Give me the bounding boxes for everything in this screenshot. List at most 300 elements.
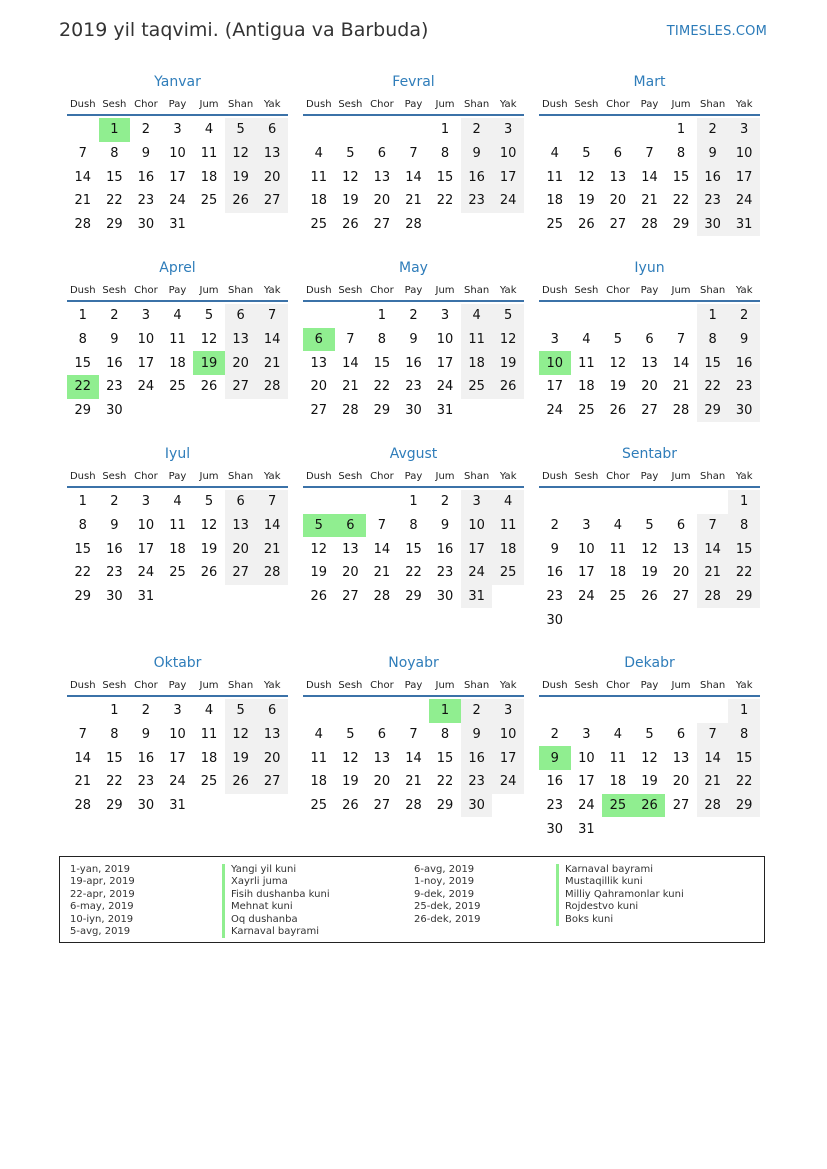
day-cell: 17 xyxy=(169,169,186,185)
weekday-label: Pay xyxy=(404,679,423,691)
month-title: Iyul xyxy=(164,446,191,462)
day-cell: 18 xyxy=(200,169,218,185)
weekday-label: Dush xyxy=(69,470,96,482)
empty-cell xyxy=(303,490,335,514)
day-cell: 2 xyxy=(550,518,559,534)
day-cell: 14 xyxy=(672,355,690,371)
day-cell: 26 xyxy=(200,379,218,395)
day-cell: 30 xyxy=(436,589,454,605)
holiday-day: 26 xyxy=(634,794,666,818)
month-title: Avgust xyxy=(389,446,438,462)
day-cell: 12 xyxy=(310,541,328,557)
day-cell: 13 xyxy=(609,169,627,185)
day-cell: 29 xyxy=(74,403,92,419)
empty-cell xyxy=(634,699,666,723)
weekday-label: Jum xyxy=(435,470,455,482)
day-cell: 22 xyxy=(728,770,760,794)
weekday-label: Dush xyxy=(541,284,568,296)
day-cell: 3 xyxy=(440,308,450,324)
day-cell: 14 xyxy=(405,750,422,766)
weekday-label: Sesh xyxy=(574,470,599,482)
day-cell: 14 xyxy=(74,169,92,185)
day-cell: 1 xyxy=(409,494,418,510)
day-cell: 7 xyxy=(256,304,288,328)
weekday-label: Sesh xyxy=(338,470,363,482)
day-cell: 16 xyxy=(728,351,760,375)
day-cell: 12 xyxy=(641,750,658,766)
month-fevral xyxy=(303,72,524,236)
day-cell: 28 xyxy=(672,403,690,419)
day-cell: 13 xyxy=(641,355,658,371)
day-cell: 13 xyxy=(310,355,328,371)
day-cell: 20 xyxy=(256,165,288,189)
month-title: Yanvar xyxy=(154,74,201,90)
weekday-label: Pay xyxy=(640,98,659,110)
day-cell: 22 xyxy=(697,375,729,399)
day-cell: 4 xyxy=(204,703,214,719)
weekday-label: Shan xyxy=(228,470,254,482)
day-cell: 24 xyxy=(492,189,524,213)
day-cell: 13 xyxy=(342,541,359,557)
day-cell: 19 xyxy=(342,774,359,790)
day-cell: 2 xyxy=(550,727,559,743)
day-cell: 28 xyxy=(74,217,92,233)
day-cell: 23 xyxy=(436,565,454,581)
day-cell: 31 xyxy=(137,589,155,605)
day-cell: 15 xyxy=(74,541,92,557)
day-cell: 5 xyxy=(225,699,257,723)
weekday-header xyxy=(303,94,524,116)
day-cell: 6 xyxy=(377,727,387,743)
weekday-label: Shan xyxy=(464,98,490,110)
day-cell: 11 xyxy=(200,146,218,162)
day-cell: 15 xyxy=(106,750,123,766)
day-cell: 9 xyxy=(728,328,760,352)
day-cell: 16 xyxy=(405,355,422,371)
day-cell: 22 xyxy=(436,193,454,209)
day-cell: 30 xyxy=(461,794,493,818)
legend-date: 6-avg, 2019 xyxy=(414,864,475,875)
month-title: May xyxy=(399,260,428,276)
day-cell: 13 xyxy=(672,750,690,766)
day-cell: 4 xyxy=(173,308,182,324)
empty-cell xyxy=(602,304,634,328)
day-cell: 26 xyxy=(225,189,257,213)
day-cell: 18 xyxy=(200,750,218,766)
weekday-label: Chor xyxy=(606,284,630,296)
day-cell: 8 xyxy=(110,727,119,743)
day-cell: 23 xyxy=(405,379,422,395)
day-cell: 19 xyxy=(342,193,359,209)
day-cell: 21 xyxy=(697,770,729,794)
month-title: Iyun xyxy=(634,260,665,276)
day-cell: 8 xyxy=(78,518,87,534)
day-cell: 29 xyxy=(74,589,92,605)
day-cell: 28 xyxy=(74,798,92,814)
weekday-header xyxy=(539,675,760,697)
day-cell: 29 xyxy=(106,798,123,814)
day-cell: 19 xyxy=(609,379,627,395)
legend-holiday-name: Mustaqillik kuni xyxy=(556,876,684,888)
weekday-label: Chor xyxy=(370,679,394,691)
day-cell: 16 xyxy=(436,541,454,557)
day-cell: 13 xyxy=(373,169,391,185)
month-noyabr xyxy=(303,653,524,817)
day-cell: 26 xyxy=(225,770,257,794)
day-cell: 22 xyxy=(728,561,760,585)
day-cell: 7 xyxy=(645,146,654,162)
day-cell: 8 xyxy=(697,328,729,352)
weekday-header xyxy=(67,280,288,302)
day-cell: 24 xyxy=(461,561,493,585)
day-cell: 30 xyxy=(546,612,564,628)
weekday-label: Yak xyxy=(499,284,517,296)
day-cell: 29 xyxy=(728,585,760,609)
day-cell: 12 xyxy=(492,328,524,352)
legend-holiday-name: Boks kuni xyxy=(556,914,684,926)
day-cell: 28 xyxy=(641,217,658,233)
weekday-label: Shan xyxy=(464,470,490,482)
day-cell: 6 xyxy=(225,304,257,328)
day-cell: 10 xyxy=(492,142,524,166)
day-cell: 3 xyxy=(582,518,591,534)
day-cell: 29 xyxy=(436,798,454,814)
day-cell: 31 xyxy=(436,403,454,419)
day-cell: 7 xyxy=(676,332,686,348)
weekday-label: Chor xyxy=(134,98,158,110)
day-cell: 11 xyxy=(169,518,186,534)
day-cell: 10 xyxy=(578,750,595,766)
day-cell: 1 xyxy=(440,122,450,138)
day-cell: 15 xyxy=(436,169,454,185)
day-cell: 27 xyxy=(256,189,288,213)
day-cell: 20 xyxy=(672,565,690,581)
day-cell: 12 xyxy=(225,142,257,166)
weekday-label: Shan xyxy=(464,679,490,691)
day-cell: 2 xyxy=(461,699,493,723)
month-title: Aprel xyxy=(159,260,196,276)
day-cell: 17 xyxy=(578,774,595,790)
day-cell: 26 xyxy=(342,217,359,233)
day-cell: 1 xyxy=(110,703,119,719)
day-cell: 6 xyxy=(613,146,623,162)
weekday-label: Chor xyxy=(134,679,158,691)
day-cell: 15 xyxy=(405,541,422,557)
day-cell: 2 xyxy=(110,494,119,510)
day-cell: 23 xyxy=(106,565,123,581)
day-cell: 4 xyxy=(582,332,591,348)
day-cell: 21 xyxy=(74,193,92,209)
day-cell: 14 xyxy=(256,514,288,538)
day-cell: 14 xyxy=(641,169,658,185)
day-cell: 6 xyxy=(256,699,288,723)
weekday-label: Chor xyxy=(606,98,630,110)
brand-link[interactable]: TIMESLES.COM xyxy=(666,24,767,39)
day-cell: 29 xyxy=(405,589,422,605)
empty-cell xyxy=(398,118,430,142)
day-cell: 7 xyxy=(78,727,87,743)
month-title: Sentabr xyxy=(621,446,678,462)
legend-holiday-name: Rojdestvo kuni xyxy=(556,901,684,913)
empty-cell xyxy=(398,699,430,723)
day-cell: 26 xyxy=(342,798,359,814)
day-cell: 20 xyxy=(641,379,658,395)
day-cell: 16 xyxy=(697,165,729,189)
empty-cell xyxy=(335,304,367,328)
holiday-day: 6 xyxy=(303,328,335,352)
month-title: Noyabr xyxy=(388,655,439,671)
day-cell: 8 xyxy=(728,514,760,538)
day-cell: 2 xyxy=(697,118,729,142)
day-cell: 22 xyxy=(436,774,454,790)
empty-cell xyxy=(335,490,367,514)
day-cell: 2 xyxy=(409,308,418,324)
legend-date: 1-noy, 2019 xyxy=(414,876,475,888)
day-cell: 4 xyxy=(314,727,323,743)
weekday-label: Jum xyxy=(435,284,455,296)
day-cell: 23 xyxy=(137,774,155,790)
day-cell: 6 xyxy=(645,332,654,348)
day-cell: 16 xyxy=(546,774,564,790)
day-cell: 18 xyxy=(169,541,186,557)
day-cell: 4 xyxy=(492,490,524,514)
day-cell: 27 xyxy=(225,561,257,585)
day-cell: 9 xyxy=(110,332,119,348)
day-cell: 28 xyxy=(697,585,729,609)
weekday-label: Shan xyxy=(700,284,726,296)
day-cell: 16 xyxy=(106,355,123,371)
day-cell: 27 xyxy=(342,589,359,605)
day-cell: 20 xyxy=(672,774,690,790)
empty-cell xyxy=(571,490,603,514)
day-cell: 16 xyxy=(546,565,564,581)
day-cell: 4 xyxy=(173,494,182,510)
day-cell: 3 xyxy=(141,308,151,324)
holiday-day: 25 xyxy=(602,794,634,818)
day-cell: 31 xyxy=(728,213,760,237)
day-cell: 3 xyxy=(582,727,591,743)
day-cell: 25 xyxy=(169,379,186,395)
day-cell: 4 xyxy=(613,518,623,534)
day-cell: 29 xyxy=(106,217,123,233)
day-grid xyxy=(539,304,760,422)
day-cell: 9 xyxy=(141,146,151,162)
day-cell: 27 xyxy=(609,217,627,233)
day-cell: 18 xyxy=(461,351,493,375)
weekday-label: Dush xyxy=(305,284,332,296)
day-cell: 17 xyxy=(137,355,155,371)
day-cell: 22 xyxy=(672,193,690,209)
day-cell: 23 xyxy=(546,798,564,814)
day-cell: 8 xyxy=(676,146,686,162)
day-grid xyxy=(67,118,288,236)
day-cell: 15 xyxy=(672,169,690,185)
day-cell: 9 xyxy=(409,332,418,348)
day-cell: 11 xyxy=(609,750,627,766)
day-cell: 5 xyxy=(492,304,524,328)
day-cell: 25 xyxy=(492,561,524,585)
day-cell: 24 xyxy=(578,589,595,605)
day-grid xyxy=(303,699,524,817)
day-cell: 8 xyxy=(78,332,87,348)
weekday-label: Sesh xyxy=(102,679,127,691)
day-cell: 1 xyxy=(676,122,686,138)
legend-holiday-name: Xayrli juma xyxy=(222,876,330,888)
weekday-label: Sesh xyxy=(102,470,127,482)
day-cell: 5 xyxy=(204,494,214,510)
day-cell: 14 xyxy=(405,169,422,185)
day-cell: 27 xyxy=(225,375,257,399)
weekday-label: Jum xyxy=(199,98,219,110)
legend-dates-col-2 xyxy=(414,864,480,926)
empty-cell xyxy=(571,118,603,142)
month-mart xyxy=(539,72,760,236)
day-cell: 24 xyxy=(137,565,155,581)
day-cell: 5 xyxy=(204,308,214,324)
empty-cell xyxy=(665,490,697,514)
weekday-label: Yak xyxy=(735,98,753,110)
day-cell: 7 xyxy=(409,727,418,743)
empty-cell xyxy=(539,304,571,328)
day-cell: 12 xyxy=(578,169,595,185)
weekday-label: Shan xyxy=(228,98,254,110)
day-cell: 13 xyxy=(672,541,690,557)
day-cell: 22 xyxy=(106,774,123,790)
weekday-label: Jum xyxy=(199,284,219,296)
weekday-label: Jum xyxy=(671,679,691,691)
weekday-label: Dush xyxy=(305,679,332,691)
empty-cell xyxy=(303,118,335,142)
day-cell: 10 xyxy=(137,332,155,348)
month-sentabr xyxy=(539,444,760,632)
day-cell: 25 xyxy=(169,565,186,581)
weekday-label: Pay xyxy=(640,284,659,296)
day-cell: 5 xyxy=(225,118,257,142)
day-cell: 23 xyxy=(461,189,493,213)
weekday-label: Yak xyxy=(499,679,517,691)
day-cell: 20 xyxy=(342,565,359,581)
day-cell: 23 xyxy=(697,189,729,213)
day-cell: 9 xyxy=(461,142,493,166)
weekday-label: Sesh xyxy=(574,284,599,296)
day-cell: 14 xyxy=(74,750,92,766)
day-cell: 24 xyxy=(578,798,595,814)
weekday-label: Shan xyxy=(700,679,726,691)
day-cell: 6 xyxy=(676,727,686,743)
day-cell: 6 xyxy=(225,490,257,514)
day-cell: 17 xyxy=(546,379,564,395)
day-cell: 12 xyxy=(200,518,218,534)
day-cell: 28 xyxy=(697,794,729,818)
month-title: Dekabr xyxy=(624,655,675,671)
day-cell: 20 xyxy=(310,379,328,395)
day-cell: 18 xyxy=(169,355,186,371)
day-cell: 20 xyxy=(256,746,288,770)
day-cell: 31 xyxy=(169,798,186,814)
weekday-label: Shan xyxy=(464,284,490,296)
day-cell: 3 xyxy=(173,122,182,138)
day-cell: 19 xyxy=(641,565,658,581)
weekday-label: Chor xyxy=(370,284,394,296)
day-cell: 26 xyxy=(492,375,524,399)
day-cell: 7 xyxy=(78,146,87,162)
holiday-day: 19 xyxy=(193,351,225,375)
day-cell: 13 xyxy=(256,723,288,747)
weekday-label: Pay xyxy=(404,98,423,110)
day-cell: 21 xyxy=(74,774,92,790)
weekday-label: Sesh xyxy=(102,284,127,296)
day-cell: 2 xyxy=(141,122,151,138)
day-cell: 12 xyxy=(641,541,658,557)
day-cell: 17 xyxy=(492,165,524,189)
day-cell: 11 xyxy=(609,541,627,557)
day-cell: 20 xyxy=(373,774,391,790)
legend-holiday-name: Mehnat kuni xyxy=(222,901,330,913)
weekday-label: Jum xyxy=(435,679,455,691)
day-cell: 30 xyxy=(697,213,729,237)
day-cell: 2 xyxy=(110,308,119,324)
weekday-label: Dush xyxy=(305,470,332,482)
month-may xyxy=(303,258,524,422)
day-cell: 22 xyxy=(373,379,391,395)
legend-dates-col-1 xyxy=(70,864,135,938)
day-cell: 21 xyxy=(641,193,658,209)
day-cell: 17 xyxy=(461,537,493,561)
day-cell: 25 xyxy=(546,217,564,233)
day-cell: 18 xyxy=(546,193,564,209)
weekday-label: Dush xyxy=(305,98,332,110)
day-cell: 6 xyxy=(377,146,387,162)
day-cell: 19 xyxy=(310,565,328,581)
legend-date: 26-dek, 2019 xyxy=(414,913,481,925)
day-cell: 14 xyxy=(342,355,359,371)
weekday-label: Dush xyxy=(541,98,568,110)
legend-names-col-1 xyxy=(222,864,330,938)
weekday-label: Chor xyxy=(370,98,394,110)
empty-cell xyxy=(67,118,99,142)
weekday-header xyxy=(67,675,288,697)
weekday-label: Sesh xyxy=(574,679,599,691)
day-cell: 21 xyxy=(256,537,288,561)
day-cell: 16 xyxy=(137,750,155,766)
day-cell: 26 xyxy=(609,403,627,419)
day-cell: 24 xyxy=(169,774,186,790)
day-cell: 8 xyxy=(409,518,418,534)
day-cell: 12 xyxy=(342,750,359,766)
day-cell: 9 xyxy=(141,727,151,743)
legend-names-col-2 xyxy=(556,864,684,926)
empty-cell xyxy=(697,490,729,514)
day-cell: 15 xyxy=(728,537,760,561)
day-cell: 21 xyxy=(672,379,690,395)
day-cell: 31 xyxy=(578,821,595,837)
empty-cell xyxy=(697,699,729,723)
day-cell: 7 xyxy=(697,723,729,747)
day-grid xyxy=(539,699,760,841)
weekday-label: Pay xyxy=(168,470,187,482)
day-cell: 24 xyxy=(728,189,760,213)
day-cell: 7 xyxy=(697,514,729,538)
month-dekabr xyxy=(539,653,760,841)
day-cell: 23 xyxy=(461,770,493,794)
day-cell: 10 xyxy=(578,541,595,557)
day-cell: 3 xyxy=(492,118,524,142)
weekday-label: Yak xyxy=(263,98,281,110)
holiday-day: 22 xyxy=(67,375,99,399)
day-cell: 7 xyxy=(346,332,355,348)
weekday-label: Jum xyxy=(671,284,691,296)
day-cell: 5 xyxy=(582,146,591,162)
